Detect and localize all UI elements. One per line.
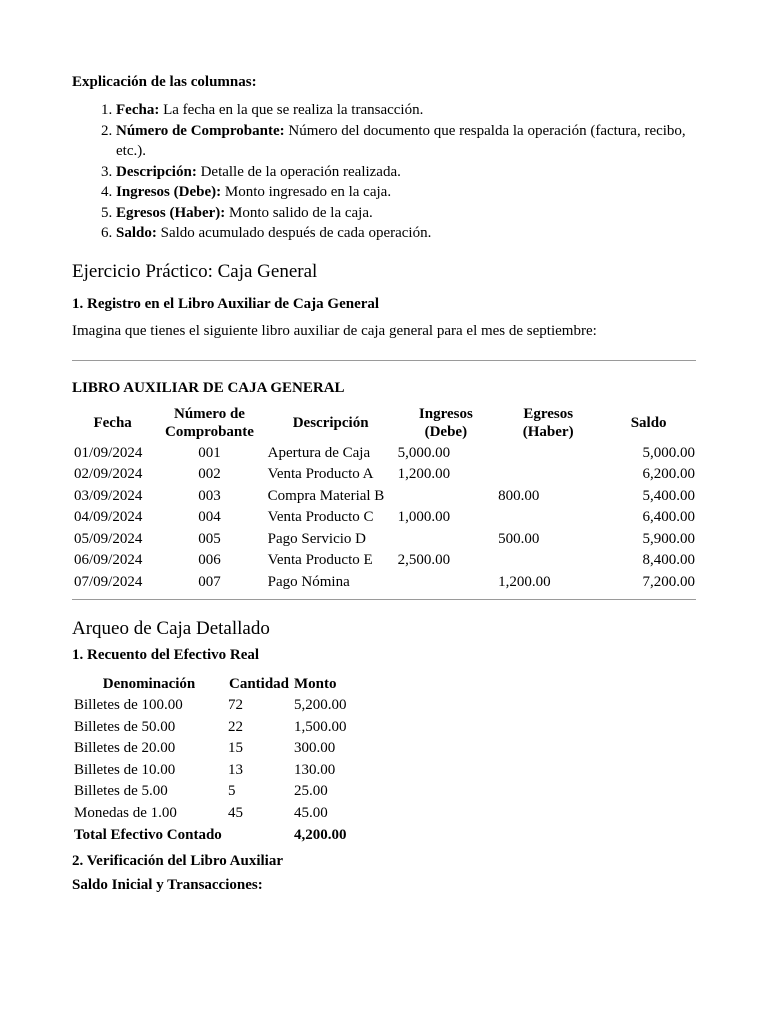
cell-monto: 25.00 [294, 783, 328, 800]
table-row [72, 717, 356, 739]
cell-fecha: 07/09/2024 [74, 573, 143, 590]
cell-descripcion: Pago Nómina [267, 573, 350, 590]
ledger-table [72, 403, 697, 594]
cell-saldo: 5,000.00 [642, 444, 695, 461]
cell-monto: 300.00 [294, 740, 336, 757]
cell-cantidad: 5 [228, 783, 236, 800]
exercise-intro: Imagina que tienes el siguiente libro auxiliar de caja general para el mes de septiembre: [72, 322, 597, 339]
list-item-text: Número del documento que respalda la operación (factura, recibo, etc.). [116, 122, 686, 159]
cell-monto: 45.00 [294, 804, 328, 821]
table-row [72, 507, 697, 529]
cash-count-table [72, 673, 356, 846]
ledger-title: LIBRO AUXILIAR DE CAJA GENERAL [72, 379, 345, 396]
table-row [72, 464, 697, 486]
table-row [72, 572, 697, 594]
cell-egresos [496, 443, 600, 465]
cash-count-heading: 1. Recuento del Efectivo Real [72, 647, 260, 663]
col-header-fecha: Fecha [93, 414, 132, 431]
cell-ingresos: 5,000.00 [397, 444, 451, 461]
cell-cantidad: 22 [228, 718, 243, 735]
cell-descripcion: Pago Servicio D [267, 530, 366, 547]
cell-ingresos: 1,000.00 [397, 509, 451, 525]
cell-egresos [496, 550, 600, 572]
cell-descripcion: Venta Producto E [267, 552, 373, 568]
table-row [72, 781, 356, 803]
list-item [116, 100, 696, 121]
cell-saldo: 8,400.00 [642, 552, 695, 568]
cell-egresos: 1,200.00 [498, 573, 551, 590]
arqueo-title: Arqueo de Caja Detallado [72, 618, 270, 639]
cell-denominacion: Billetes de 50.00 [74, 718, 176, 735]
table-row [72, 803, 356, 825]
list-item-term: Saldo: [116, 225, 157, 241]
ledger-registration-heading: 1. Registro en el Libro Auxiliar de Caja General [72, 295, 380, 312]
list-item [116, 121, 696, 162]
cell-descripcion: Venta Producto A [267, 466, 374, 482]
table-row [72, 738, 356, 760]
total-value: 4,200.00 [294, 826, 347, 843]
table-row [72, 760, 356, 782]
table-row [72, 486, 697, 508]
cell-fecha: 05/09/2024 [74, 530, 143, 547]
list-item-term: Descripción: [116, 163, 197, 180]
col-header-ingresos: Ingresos (Debe) [418, 405, 473, 440]
table-row [72, 695, 356, 717]
cell-saldo: 6,400.00 [642, 509, 695, 525]
cell-fecha: 02/09/2024 [74, 466, 143, 482]
col-header-denominacion: Denominación [102, 676, 196, 692]
list-item-term: Egresos (Haber): [116, 204, 226, 221]
cell-descripcion: Compra Material B [267, 487, 385, 504]
cell-numero: 001 [198, 444, 221, 461]
col-header-descripcion: Descripción [292, 414, 369, 431]
cell-numero: 002 [198, 466, 221, 482]
cell-numero: 007 [198, 573, 221, 590]
columns-explanation-heading: Explicación de las columnas: [72, 74, 257, 90]
cell-saldo: 7,200.00 [642, 573, 695, 590]
list-item [116, 223, 696, 244]
list-item-text: Monto salido de la caja. [225, 204, 373, 221]
col-header-cantidad: Cantidad [228, 676, 290, 692]
cell-denominacion: Billetes de 20.00 [74, 740, 176, 757]
cell-denominacion: Billetes de 5.00 [74, 783, 168, 800]
cell-egresos [496, 464, 600, 486]
cell-numero: 004 [198, 509, 221, 525]
cell-numero: 003 [198, 487, 221, 504]
cell-denominacion: Billetes de 10.00 [74, 761, 176, 778]
cell-denominacion: Monedas de 1.00 [74, 804, 177, 821]
cell-monto: 1,500.00 [294, 718, 347, 735]
cell-numero: 005 [198, 530, 221, 547]
verification-heading: 2. Verificación del Libro Auxiliar [72, 853, 283, 870]
list-item [116, 182, 696, 203]
cell-numero: 006 [198, 552, 221, 568]
list-item [116, 203, 696, 224]
exercise-title: Ejercicio Práctico: Caja General [72, 260, 318, 282]
cell-egresos: 500.00 [498, 530, 540, 547]
cell-ingresos: 1,200.00 [397, 466, 451, 482]
cell-cantidad: 15 [228, 740, 243, 757]
cell-saldo: 5,400.00 [642, 487, 695, 504]
col-header-saldo: Saldo [630, 414, 667, 431]
cell-ingresos [396, 486, 497, 508]
cell-cantidad: 13 [228, 761, 243, 778]
table-row [72, 529, 697, 551]
cell-cantidad: 72 [228, 697, 243, 713]
divider [72, 360, 696, 361]
cell-monto: 130.00 [294, 761, 336, 778]
cell-descripcion: Venta Producto C [267, 509, 374, 525]
cell-fecha: 04/09/2024 [74, 509, 143, 525]
cell-saldo: 6,200.00 [642, 466, 695, 482]
table-row [72, 443, 697, 465]
cell-descripcion: Apertura de Caja [267, 444, 371, 461]
cell-egresos: 800.00 [498, 487, 540, 504]
list-item-term: Ingresos (Debe): [116, 184, 222, 200]
cell-fecha: 06/09/2024 [74, 552, 143, 568]
cell-denominacion: Billetes de 100.00 [74, 697, 183, 713]
list-item [116, 162, 696, 183]
cell-saldo: 5,900.00 [642, 530, 695, 547]
col-header-numero: Número de Comprobante [165, 405, 254, 440]
saldo-heading: Saldo Inicial y Transacciones: [72, 877, 263, 894]
col-header-monto: Monto [294, 676, 337, 692]
divider [72, 599, 696, 600]
ledger-header-row [72, 403, 697, 443]
table-row [72, 550, 697, 572]
cash-header-row [72, 673, 356, 695]
list-item-text: Detalle de la operación realizada. [196, 163, 401, 180]
cell-monto: 5,200.00 [294, 697, 347, 713]
list-item-text: Monto ingresado en la caja. [221, 184, 392, 200]
list-item-term: Número de Comprobante: [116, 122, 285, 139]
list-item-text: Saldo acumulado después de cada operación. [156, 225, 432, 241]
cell-fecha: 01/09/2024 [74, 444, 143, 461]
cell-egresos [496, 507, 600, 529]
total-label: Total Efectivo Contado [74, 826, 222, 843]
cell-cantidad: 45 [228, 804, 243, 821]
list-item-text: La fecha en la que se realiza la transacción. [159, 102, 424, 118]
cell-fecha: 03/09/2024 [74, 487, 143, 504]
cell-ingresos: 2,500.00 [397, 552, 451, 568]
cell-ingresos [396, 529, 497, 551]
total-row [72, 825, 356, 847]
cell-ingresos [396, 572, 497, 594]
list-item-term: Fecha: [116, 102, 160, 118]
columns-explanation-list [72, 100, 696, 244]
col-header-egresos: Egresos (Haber) [522, 405, 574, 440]
